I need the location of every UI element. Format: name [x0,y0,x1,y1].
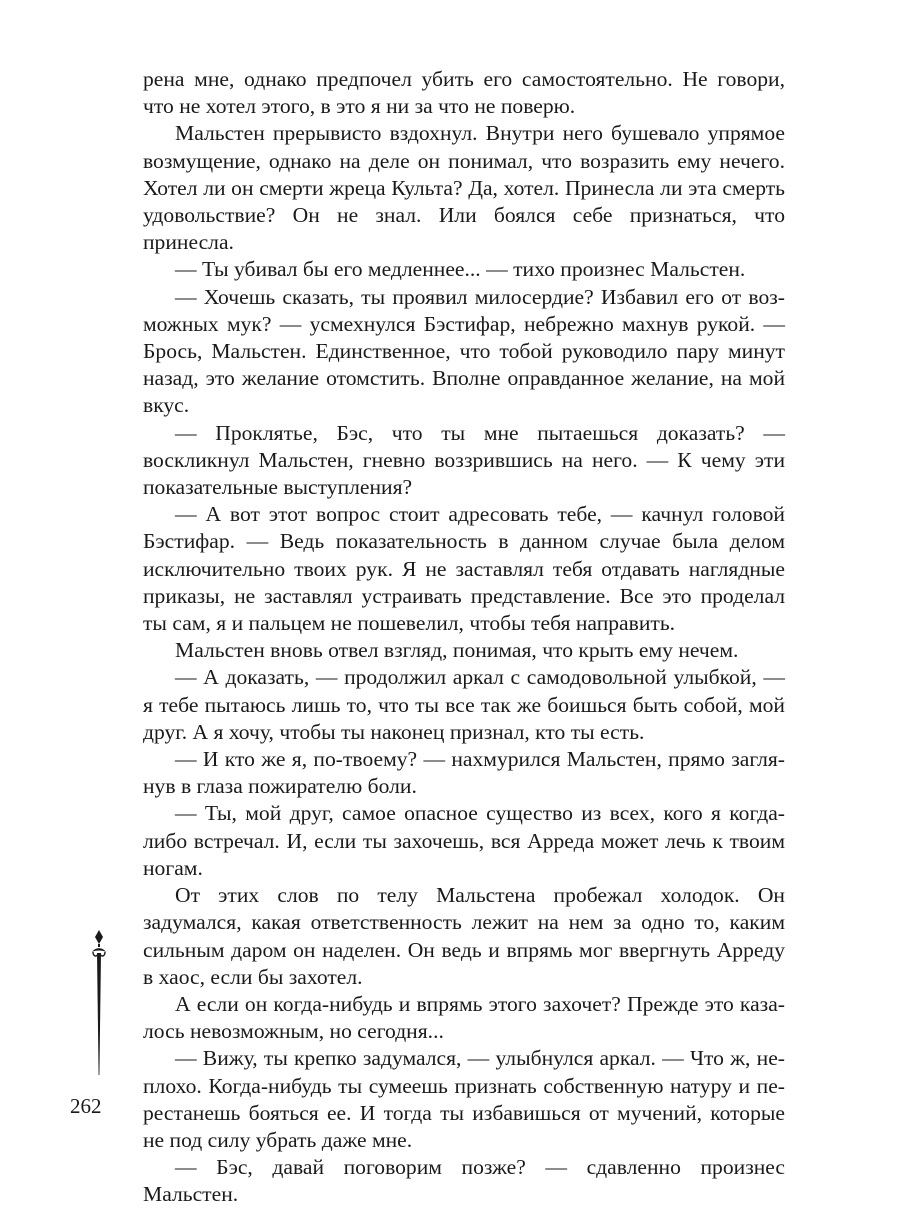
paragraph-9: — И кто же я, по-твоему? — нахмурился Мальстен, прямо заглянув в глаза пожирателю боли. [143,747,785,799]
paragraph-3: — Ты убивал бы его медленнее... — тихо произнес Мальстен. [175,257,746,282]
paragraph-8: — А доказать, — продолжил аркал с самодовольной улыбкой, — я тебе пытаюсь лишь то, что ты все так же боишься быть собой, мой друг. А я хочу, чтобы ты наконец признал, кто ты есть. [143,665,785,744]
paragraph-7: Мальстен вновь отвел взгляд, понимая, что крыть ему нечем. [175,638,739,663]
paragraph-14: — Бэс, давай поговорим позже? — сдавленно произнес Мальстен. [143,1155,785,1207]
body-text [143,66,785,1209]
decorative-spike-ornament-icon [89,930,109,1075]
paragraph-5: — Проклятье, Бэс, что ты мне пытаешься доказать? — воскликнул Мальстен, гневно воззрившись на него. — К чему эти показательные выступления? [143,420,785,500]
paragraph-12: А если он когда-нибудь и впрямь этого захочет? Прежде это казалось невозможным, но сегодня... [143,991,785,1044]
paragraph-10: — Ты, мой друг, самое опасное существо из всех, кого я когда-либо встречал. И, если ты захочешь, вся Арреда может лечь к твоим ногам. [143,801,785,880]
page-number: 262 [70,1094,102,1118]
paragraph-4: — Хочешь сказать, ты проявил милосердие? Избавил его от возможных мук? — усмехнулся Бэстифар, небрежно махнув рукой. — Брось, Мальстен. Единственное, что тобой руководило пару минут назад, это желание отомстить. Вполне оправданное желание, на мой вкус. [143,284,785,418]
paragraph-6: — А вот этот вопрос стоит адресовать тебе, — качнул головой Бэстифар. — Ведь показательность в данном случае была делом исключительно твоих рук. Я не заставлял тебя отдавать наглядные приказы, не заставлял устраивать представление. Все это проделал ты сам, я и пальцем не пошевелил, чтобы тебя направить. [143,502,785,636]
paragraph-2: Мальстен прерывисто вздохнул. Внутри него бушевало упрямое возмущение, однако на деле он понимал, что возразить ему нечего. Хотел ли он смерти жреца Культа? Да, хотел. Принесла ли эта смерть удовольствие? Он не знал. Или боялся себе признаться, что принесла. [143,121,785,255]
paragraph-11: От этих слов по телу Мальстена пробежал холодок. Он задумался, какая ответственность лежит на нем за одно то, каким сильным даром он наделен. Он ведь и впрямь мог ввергнуть Арреду в хаос, если бы захотел. [143,883,785,989]
paragraph-13: — Вижу, ты крепко задумался, — улыбнулся аркал. — Что ж, неплохо. Когда-нибудь ты сумеешь признать собственную натуру и перестанешь бояться ее. И тогда ты избавишься от мучений, которые не под силу убрать даже мне. [143,1046,785,1152]
paragraph-1: рена мне, однако предпочел убить его самостоятельно. Не говори, что не хотел этого, в это я ни за что не поверю. [143,67,785,119]
